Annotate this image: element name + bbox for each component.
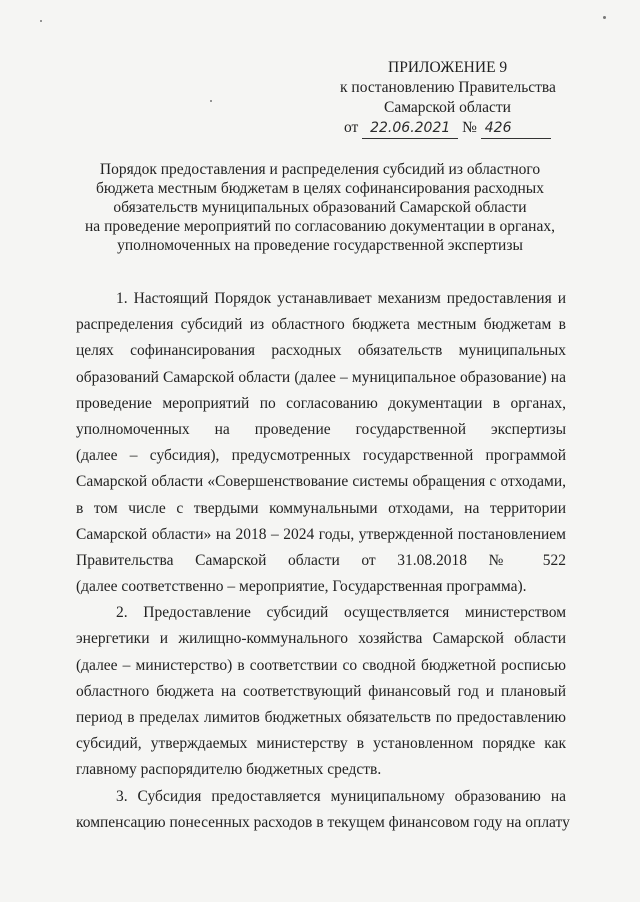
paragraph-line: компенсацию понесенных расходов в текущем финансовом году на оплату	[76, 813, 570, 831]
paragraph-line: 3. Субсидия предоставляется муниципальному образованию на	[116, 787, 566, 805]
paragraph-line: проведение мероприятий по согласованию документации в органах,	[76, 394, 566, 412]
paragraph-line: 1. Настоящий Порядок устанавливает механизм предоставления и	[116, 290, 566, 307]
title-line: бюджета местным бюджетам в целях софинансирования расходных	[96, 180, 544, 197]
annex-title: ПРИЛОЖЕНИЕ 9	[388, 59, 508, 76]
annex-header	[340, 58, 590, 139]
paragraph-line: главному распорядителю бюджетных средств.	[76, 761, 382, 779]
paragraph-line: распределения субсидий из областного бюджета местным бюджетам в	[76, 316, 566, 334]
paragraph-line: (далее – министерство) в соответствии со сводной бюджетной росписью	[76, 656, 566, 674]
paragraph-line: Правительства Самарской области от 31.08.2018 № 522	[76, 551, 566, 569]
paragraph-line: в том числе с твердыми коммунальными отходами, на территории	[76, 499, 566, 517]
paragraph-line: субсидий, утверждаемых министерству в установленном порядке как	[76, 735, 566, 753]
annex-reference: к постановлению Правительства	[340, 79, 556, 96]
annex-date: 22.06.2021	[362, 118, 458, 139]
paragraph-2	[76, 600, 566, 783]
paragraph-line: областного бюджета на соответствующий финансовый год и плановый	[76, 682, 566, 700]
paragraph-line: Самарской области» на 2018 – 2024 годы, утвержденной постановлением	[76, 525, 566, 543]
paragraph-line: (далее – субсидия), предусмотренных государственной программой	[76, 447, 566, 465]
paragraph-1	[76, 286, 566, 600]
annex-date-prefix: от	[344, 119, 359, 136]
title-line: на проведение мероприятий по согласованию документации в органах,	[85, 218, 555, 235]
paragraph-line: энергетики и жилищно-коммунального хозяйства Самарской области	[76, 630, 566, 648]
document-title	[70, 160, 570, 255]
paragraph-line: уполномоченных на проведение государственной экспертизы	[76, 420, 566, 438]
annex-number: 426	[481, 118, 551, 139]
annex-number-sign: №	[462, 119, 477, 136]
paragraph-3	[76, 784, 570, 836]
paragraph-line: (далее соответственно – мероприятие, Государственная программа).	[76, 578, 527, 596]
document-body	[76, 286, 570, 836]
paragraph-line: образований Самарской области (далее – муниципальное образование) на	[76, 368, 566, 386]
title-line: уполномоченных на проведение государственной экспертизы	[117, 237, 523, 254]
paragraph-line: Самарской области «Совершенствование системы обращения с отходами,	[76, 473, 566, 491]
annex-region: Самарской области	[384, 99, 511, 116]
paragraph-line: период в пределах лимитов бюджетных обязательств по предоставлению	[76, 709, 566, 726]
scan-speck	[40, 20, 42, 22]
annex-date-number	[340, 118, 590, 139]
scan-speck	[603, 16, 606, 19]
scan-speck	[210, 100, 212, 102]
title-line: Порядок предоставления и распределения субсидий из областного	[99, 161, 541, 178]
paragraph-line: 2. Предоставление субсидий осуществляется министерством	[116, 604, 566, 622]
paragraph-line: целях софинансирования расходных обязательств муниципальных	[76, 342, 566, 360]
title-line: обязательств муниципальных образований Самарской области	[113, 199, 527, 216]
